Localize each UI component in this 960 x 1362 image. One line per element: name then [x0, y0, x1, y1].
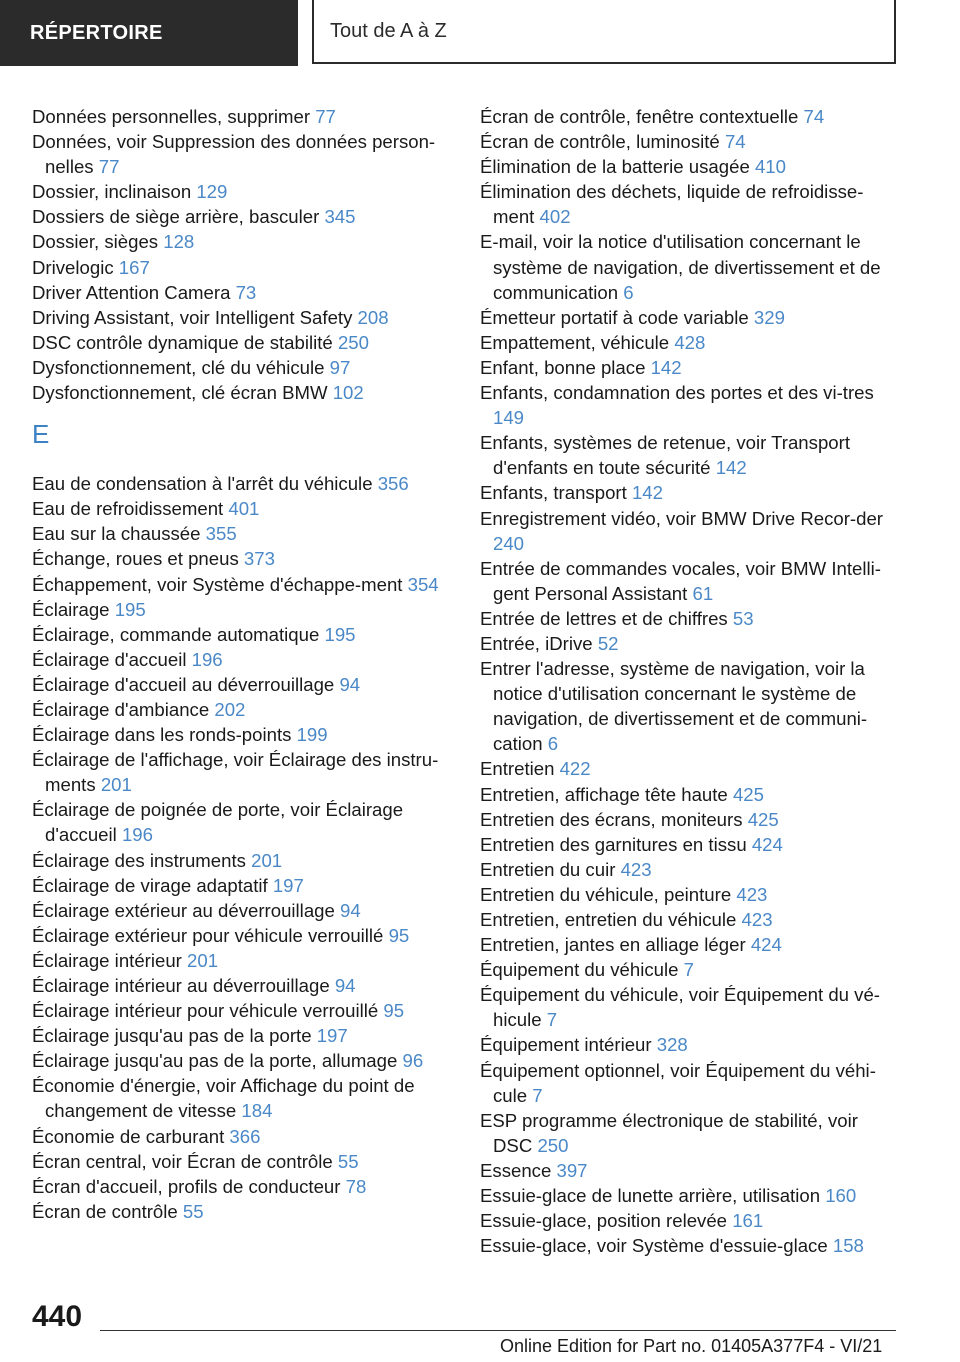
page-reference-link[interactable]: 424: [751, 833, 783, 855]
index-entry-text: Élimination de la batterie usagée: [480, 156, 755, 178]
index-entry: [32, 722, 452, 747]
index-entry: [480, 857, 900, 882]
index-entry: [32, 622, 452, 647]
page-reference-link[interactable]: 77: [98, 156, 120, 178]
index-entry: [32, 330, 452, 355]
index-entry-text: Entretien, jantes en alliage léger: [480, 934, 751, 956]
index-entry-text: Éclairage des instruments: [32, 849, 252, 871]
page-reference-link[interactable]: 95: [388, 924, 410, 946]
index-entry: [480, 982, 900, 1032]
index-entry: [32, 647, 452, 672]
index-entry: [480, 907, 900, 932]
index-entry: [32, 1199, 452, 1224]
index-entry: [480, 1058, 900, 1108]
page-reference-link[interactable]: 142: [715, 457, 747, 479]
index-entry-text: Entrer l'adresse, système de navigation, voir la notice d'utilisation concernant le système de navigation, de divertissement et de communi-cation: [480, 658, 868, 755]
index-entry: [480, 355, 900, 380]
page-reference-link[interactable]: 250: [337, 331, 369, 353]
index-entry: [32, 923, 452, 948]
index-entry-text: Éclairage jusqu'au pas de la porte, allumage: [32, 1050, 403, 1072]
page-reference-link[interactable]: 201: [187, 949, 219, 971]
page-reference-link[interactable]: 422: [559, 758, 591, 780]
page-reference-link[interactable]: 167: [118, 256, 150, 278]
page-reference-link[interactable]: 94: [334, 975, 356, 996]
index-entry-text: Équipement intérieur: [480, 1034, 657, 1056]
index-entry: [480, 104, 900, 129]
page-reference-link[interactable]: 160: [825, 1185, 857, 1207]
index-entry-text: Éclairage intérieur pour véhicule verrouillé: [32, 1000, 384, 1022]
index-entry: [480, 430, 900, 480]
index-entry: [480, 480, 900, 505]
index-entry: [32, 697, 452, 722]
index-entry-text: Dossiers de siège arrière, basculer: [32, 206, 325, 228]
index-entry-text: DSC contrôle dynamique de stabilité: [32, 331, 338, 353]
page-reference-link[interactable]: 7: [532, 1084, 543, 1106]
page-header: [0, 0, 960, 66]
index-entry-text: Entretien, entretien du véhicule: [480, 909, 742, 930]
index-entry-text: Driving Assistant, voir Intelligent Safety: [32, 306, 358, 328]
index-entry-text: Écran de contrôle, fenêtre contextuelle: [480, 106, 804, 127]
index-entry-text: Entretien du cuir: [480, 858, 621, 880]
page-reference-link[interactable]: 197: [316, 1025, 348, 1047]
index-entry-text: Entrée de lettres et de chiffres: [480, 607, 733, 629]
page-reference-link[interactable]: 356: [377, 473, 409, 495]
index-entry: [32, 1174, 452, 1199]
index-entry-text: Éclairage, commande automatique: [32, 623, 325, 645]
page-reference-link[interactable]: 6: [547, 733, 559, 755]
page-reference-link[interactable]: 102: [332, 382, 364, 404]
page-reference-link[interactable]: 97: [329, 356, 351, 378]
page-reference-link[interactable]: 94: [339, 673, 361, 695]
page-reference-link[interactable]: 195: [114, 598, 146, 620]
index-entry: [480, 1233, 900, 1258]
index-entry: [32, 873, 452, 898]
index-entry: [480, 932, 900, 957]
index-entry: [32, 948, 452, 973]
index-entry-text: Dysfonctionnement, clé du véhicule: [32, 356, 330, 378]
index-entry: [32, 848, 452, 873]
index-entry-text: Éclairage de virage adaptatif: [32, 874, 273, 896]
page-reference-link[interactable]: 201: [100, 774, 132, 796]
index-entry-text: Économie d'énergie, voir Affichage du point de changement de vitesse: [32, 1075, 415, 1122]
page-reference-link[interactable]: 425: [732, 783, 764, 805]
page-reference-link[interactable]: 77: [315, 106, 336, 127]
index-entry: [480, 807, 900, 832]
section-tab-label: RÉPERTOIRE: [30, 21, 163, 44]
page-reference-link[interactable]: 401: [228, 498, 260, 520]
index-entry-text: Essuie-glace, position relevée: [480, 1210, 733, 1232]
page-reference-link[interactable]: 142: [650, 356, 682, 378]
index-entry-text: Dysfonctionnement, clé écran BMW: [32, 382, 333, 404]
index-entry: [32, 1073, 452, 1123]
index-entry-text: Émetteur portatif à code variable: [480, 306, 754, 328]
page-reference-link[interactable]: 149: [493, 407, 525, 429]
index-entry: [32, 597, 452, 622]
index-entry: [32, 546, 452, 571]
index-entry: [32, 672, 452, 697]
index-entry-text: Enfant, bonne place: [480, 356, 651, 378]
page-reference-link[interactable]: 196: [191, 648, 223, 670]
page-reference-link[interactable]: 55: [337, 1150, 359, 1172]
index-entry: [480, 1108, 900, 1158]
index-entry-text: Eau sur la chaussée: [32, 523, 206, 545]
subtitle-tab[interactable]: [312, 0, 896, 64]
index-entry: [32, 104, 452, 129]
page-reference-link[interactable]: 250: [537, 1134, 569, 1156]
index-entry-text: Économie de carburant: [32, 1125, 230, 1147]
page-reference-link[interactable]: 61: [692, 582, 714, 604]
page-reference-link[interactable]: 78: [345, 1175, 367, 1197]
page-reference-link[interactable]: 73: [235, 281, 257, 303]
index-entry-text: Essuie-glace de lunette arrière, utilisation: [480, 1185, 826, 1207]
page-reference-link[interactable]: 373: [243, 548, 275, 570]
index-entry: [32, 973, 452, 998]
index-entry-text: Écran d'accueil, profils de conducteur: [32, 1175, 346, 1197]
page-reference-link[interactable]: 423: [736, 883, 768, 905]
index-entry: [480, 631, 900, 656]
page-reference-link[interactable]: 423: [741, 909, 773, 930]
index-entry: [480, 154, 900, 179]
index-entry: [32, 898, 452, 923]
index-entry: [32, 572, 452, 597]
page-reference-link[interactable]: 425: [747, 808, 779, 830]
index-entry-text: Entretien des garnitures en tissu: [480, 833, 752, 855]
index-entry: [480, 782, 900, 807]
index-entry-text: Éclairage de poignée de porte, voir Éclairage d'accueil: [32, 799, 404, 846]
index-entry: [480, 305, 900, 330]
index-entry: [480, 556, 900, 606]
index-entry-text: Échappement, voir Système d'échappe-ment: [32, 573, 408, 595]
index-entry: [32, 747, 452, 797]
index-entry: [32, 305, 452, 330]
index-entry: [32, 280, 452, 305]
page-reference-link[interactable]: 96: [402, 1050, 424, 1072]
index-entry: [32, 229, 452, 254]
section-tab[interactable]: [0, 0, 298, 66]
page-reference-link[interactable]: 240: [493, 532, 525, 554]
index-entry: [480, 1208, 900, 1233]
page-reference-link[interactable]: 7: [683, 959, 694, 981]
page-reference-link[interactable]: 74: [803, 106, 825, 127]
index-entry-text: Éclairage d'accueil: [32, 648, 192, 670]
page-reference-link[interactable]: 428: [674, 331, 706, 353]
index-entry: [32, 255, 452, 280]
index-entry: [32, 129, 452, 179]
index-entry-text: Écran de contrôle: [32, 1200, 183, 1222]
page-reference-link[interactable]: 197: [272, 874, 304, 896]
index-entry: [480, 229, 900, 304]
page-reference-link[interactable]: 53: [732, 607, 754, 629]
page-reference-link[interactable]: 397: [556, 1159, 588, 1181]
index-entry: [480, 506, 900, 556]
index-letter-heading: E: [32, 419, 50, 450]
index-entry-text: Essence: [480, 1159, 557, 1181]
index-entry: [32, 998, 452, 1023]
index-entry: [32, 1124, 452, 1149]
index-entry: [32, 496, 452, 521]
index-entry-text: Éclairage: [32, 598, 115, 620]
index-entry: [32, 1149, 452, 1174]
index-entry-text: Dossier, inclinaison: [32, 181, 197, 203]
index-entry-text: Enfants, systèmes de retenue, voir Transport d'enfants en toute sécurité: [480, 432, 850, 479]
index-entry-text: Entretien, affichage tête haute: [480, 783, 733, 805]
page-reference-link[interactable]: 74: [724, 131, 746, 153]
index-entry: [480, 882, 900, 907]
index-entry-text: Écran de contrôle, luminosité: [480, 131, 725, 153]
index-entry-text: Éclairage extérieur pour véhicule verrouillé: [32, 924, 389, 946]
index-entry-text: Essuie-glace, voir Système d'essuie-glace: [480, 1235, 833, 1257]
index-entry: [32, 355, 452, 380]
index-entry-text: Eau de refroidissement: [32, 498, 229, 520]
index-entry-text: Éclairage jusqu'au pas de la porte: [32, 1025, 317, 1047]
subtitle-tab-label: Tout de A à Z: [330, 19, 447, 42]
page-reference-link[interactable]: 329: [753, 306, 785, 328]
page-reference-link[interactable]: 7: [546, 1009, 558, 1031]
page-reference-link[interactable]: 184: [241, 1100, 273, 1122]
footer-divider: [100, 1330, 896, 1331]
index-entry: [480, 606, 900, 631]
index-entry-text: Enfants, condamnation des portes et des vi-tres: [480, 382, 874, 404]
index-column-left: [32, 104, 452, 1224]
index-entry-text: Empattement, véhicule: [480, 331, 675, 353]
index-entry-text: Drivelogic: [32, 256, 119, 278]
index-entry: [480, 832, 900, 857]
index-entry-text: Entrée, iDrive: [480, 632, 598, 654]
index-entry-text: Entretien: [480, 758, 560, 780]
index-entry-text: Données, voir Suppression des données person-nelles: [32, 131, 436, 178]
page-number: 440: [32, 1300, 83, 1333]
index-entry-text: Entrée de commandes vocales, voir BMW Intelli-gent Personal Assistant: [480, 557, 881, 604]
page-reference-link[interactable]: 94: [340, 899, 361, 921]
index-entry: [480, 330, 900, 355]
page-reference-link[interactable]: 208: [357, 306, 389, 328]
index-entry: [480, 1032, 900, 1057]
index-entry-text: Enfants, transport: [480, 482, 632, 504]
index-entry-text: Éclairage dans les ronds-points: [32, 724, 297, 746]
index-entry: [480, 1158, 900, 1183]
index-entry: [480, 129, 900, 154]
index-entry-text: Entretien du véhicule, peinture: [480, 883, 737, 905]
index-entry: [32, 179, 452, 204]
index-column-right: [480, 104, 900, 1258]
page-reference-link[interactable]: 95: [383, 1000, 405, 1022]
page-reference-link[interactable]: 410: [754, 156, 786, 178]
index-entry-text: E-mail, voir la notice d'utilisation concernant le système de navigation, de divertissement et de communication: [480, 231, 881, 303]
index-entry-text: Éclairage intérieur: [32, 949, 188, 971]
index-entry: [32, 1048, 452, 1073]
page-reference-link[interactable]: 354: [407, 573, 439, 595]
index-entry: [480, 1183, 900, 1208]
index-entry: [480, 179, 900, 229]
page-reference-link[interactable]: 366: [229, 1125, 261, 1147]
page-reference-link[interactable]: 195: [324, 623, 356, 645]
index-entry: [32, 471, 452, 496]
index-entry: [32, 380, 452, 405]
index-entry: [480, 957, 900, 982]
index-entry-text: ESP programme électronique de stabilité, voir DSC: [480, 1109, 858, 1156]
index-entry-text: Driver Attention Camera: [32, 281, 236, 303]
page-reference-link[interactable]: 129: [196, 181, 228, 203]
index-entry-text: Équipement du véhicule, voir Équipement du vé-hicule: [480, 984, 881, 1031]
index-entry-text: Éclairage d'accueil au déverrouillage: [32, 673, 340, 695]
index-entry-text: Échange, roues et pneus: [32, 548, 244, 570]
index-entry-text: Enregistrement vidéo, voir BMW Drive Recor-der: [480, 507, 883, 529]
page-reference-link[interactable]: 423: [620, 858, 652, 880]
index-entry-text: Équipement optionnel, voir Équipement du véhi-cule: [480, 1059, 876, 1106]
index-entry-text: Entretien des écrans, moniteurs: [480, 808, 748, 830]
index-entry: [480, 656, 900, 756]
index-entry-text: Équipement du véhicule: [480, 959, 684, 981]
page-reference-link[interactable]: 328: [656, 1034, 688, 1056]
page-reference-link[interactable]: 199: [296, 724, 328, 746]
page-reference-link[interactable]: 345: [324, 206, 356, 228]
index-entry-text: Données personnelles, supprimer: [32, 106, 316, 127]
index-entry: [480, 756, 900, 781]
page-reference-link[interactable]: 128: [163, 231, 195, 253]
page-reference-link[interactable]: 196: [121, 824, 153, 846]
page-reference-link[interactable]: 202: [214, 698, 246, 720]
page-reference-link[interactable]: 402: [539, 206, 571, 228]
index-entry-text: Élimination des déchets, liquide de refroidisse-ment: [480, 181, 864, 228]
page-reference-link[interactable]: 158: [832, 1235, 864, 1257]
index-entry-text: Éclairage d'ambiance: [32, 698, 215, 720]
page-reference-link[interactable]: 142: [631, 482, 663, 504]
index-entry-text: Éclairage intérieur au déverrouillage: [32, 975, 335, 996]
page-reference-link[interactable]: 355: [205, 523, 237, 545]
page-reference-link[interactable]: 201: [251, 849, 283, 871]
index-entry: [32, 521, 452, 546]
page-reference-link[interactable]: 161: [732, 1210, 764, 1232]
page-reference-link[interactable]: 424: [750, 934, 782, 956]
index-entry: [32, 797, 452, 847]
page-reference-link[interactable]: 6: [623, 281, 634, 303]
index-entry-text: Dossier, sièges: [32, 231, 164, 253]
index-entry: [32, 204, 452, 229]
index-entry: [32, 1023, 452, 1048]
page-reference-link[interactable]: 52: [597, 632, 619, 654]
index-entry: [480, 380, 900, 430]
edition-note: Online Edition for Part no. 01405A377F4 - VI/21: [500, 1336, 883, 1356]
index-entry-text: Eau de condensation à l'arrêt du véhicule: [32, 473, 378, 495]
index-entry-text: Éclairage de l'affichage, voir Éclairage des instru-ments: [32, 749, 439, 796]
index-entry-text: Éclairage extérieur au déverrouillage: [32, 899, 341, 921]
page-reference-link[interactable]: 55: [182, 1200, 204, 1222]
index-entry-text: Écran central, voir Écran de contrôle: [32, 1150, 338, 1172]
